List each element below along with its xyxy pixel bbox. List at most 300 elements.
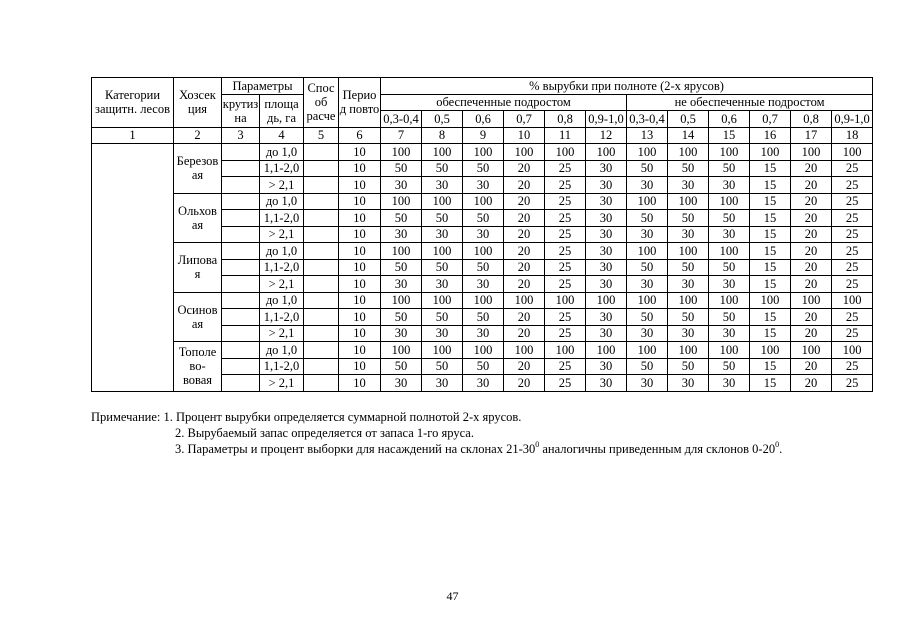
percent-cell: 20 bbox=[791, 243, 832, 260]
percent-cell: 25 bbox=[832, 325, 873, 342]
fullness-header-cell: 0,9-1,0 bbox=[832, 111, 873, 128]
percent-cell: 15 bbox=[750, 177, 791, 194]
notes bbox=[91, 409, 782, 457]
percent-cell: 25 bbox=[832, 375, 873, 392]
percent-cell: 25 bbox=[545, 375, 586, 392]
slope-cell bbox=[222, 193, 260, 210]
note-3-part2: аналогичны приведенным для склонов 0-20 bbox=[539, 442, 776, 456]
column-number-cell: 5 bbox=[304, 127, 339, 144]
fullness-header-cell: 0,8 bbox=[791, 111, 832, 128]
percent-cell: 50 bbox=[627, 160, 668, 177]
degree-mark-2: 0 bbox=[775, 440, 780, 449]
percent-cell: 100 bbox=[504, 292, 545, 309]
percent-cell: 50 bbox=[381, 259, 422, 276]
percent-cell: 30 bbox=[422, 375, 463, 392]
percent-cell: 100 bbox=[463, 243, 504, 260]
percent-cell: 20 bbox=[504, 210, 545, 227]
method-cell bbox=[304, 259, 339, 276]
percent-cell: 50 bbox=[709, 309, 750, 326]
percent-cell: 25 bbox=[545, 358, 586, 375]
slope-cell bbox=[222, 276, 260, 293]
method-cell bbox=[304, 375, 339, 392]
percent-cell: 30 bbox=[668, 177, 709, 194]
percent-cell: 20 bbox=[791, 375, 832, 392]
percent-cell: 100 bbox=[791, 342, 832, 359]
percent-cell: 30 bbox=[586, 375, 627, 392]
area-cell: > 2,1 bbox=[260, 325, 304, 342]
percent-cell: 30 bbox=[586, 358, 627, 375]
percent-cell: 25 bbox=[832, 309, 873, 326]
percent-cell: 25 bbox=[545, 243, 586, 260]
percent-cell: 30 bbox=[586, 309, 627, 326]
percent-cell: 25 bbox=[545, 160, 586, 177]
period-cell: 10 bbox=[339, 325, 381, 342]
percent-cell: 25 bbox=[545, 276, 586, 293]
percent-cell: 20 bbox=[791, 259, 832, 276]
percent-cell: 50 bbox=[463, 358, 504, 375]
column-number-cell: 4 bbox=[260, 127, 304, 144]
percent-cell: 50 bbox=[709, 259, 750, 276]
percent-cell: 50 bbox=[709, 358, 750, 375]
fullness-header-cell: 0,7 bbox=[750, 111, 791, 128]
percent-cell: 100 bbox=[381, 144, 422, 161]
percent-cell: 50 bbox=[422, 210, 463, 227]
percent-cell: 25 bbox=[832, 243, 873, 260]
percent-cell: 20 bbox=[504, 259, 545, 276]
slope-cell bbox=[222, 325, 260, 342]
fullness-header-cell: 0,7 bbox=[504, 111, 545, 128]
percent-cell: 30 bbox=[422, 325, 463, 342]
percent-cell: 30 bbox=[586, 193, 627, 210]
percent-cell: 20 bbox=[791, 226, 832, 243]
column-number-cell: 18 bbox=[832, 127, 873, 144]
percent-cell: 30 bbox=[586, 276, 627, 293]
percent-cell: 30 bbox=[463, 226, 504, 243]
percent-cell: 50 bbox=[709, 210, 750, 227]
percent-cell: 50 bbox=[627, 210, 668, 227]
area-cell: 1,1-2,0 bbox=[260, 210, 304, 227]
slope-cell bbox=[222, 243, 260, 260]
column-number-cell: 6 bbox=[339, 127, 381, 144]
percent-cell: 30 bbox=[627, 375, 668, 392]
header-period: Перио д повто bbox=[339, 78, 381, 128]
percent-cell: 15 bbox=[750, 160, 791, 177]
percent-cell: 100 bbox=[422, 342, 463, 359]
column-number-cell: 9 bbox=[463, 127, 504, 144]
percent-cell: 30 bbox=[709, 375, 750, 392]
slope-cell bbox=[222, 177, 260, 194]
method-cell bbox=[304, 160, 339, 177]
page-number: 47 bbox=[446, 589, 459, 603]
period-cell: 10 bbox=[339, 309, 381, 326]
area-cell: > 2,1 bbox=[260, 177, 304, 194]
period-cell: 10 bbox=[339, 342, 381, 359]
percent-cell: 50 bbox=[668, 259, 709, 276]
percent-cell: 15 bbox=[750, 226, 791, 243]
method-cell bbox=[304, 292, 339, 309]
note-1: Примечание: 1. Процент вырубки определяется суммарной полнотой 2-х ярусов. bbox=[91, 410, 522, 424]
percent-cell: 100 bbox=[627, 144, 668, 161]
percent-cell: 20 bbox=[504, 160, 545, 177]
area-cell: до 1,0 bbox=[260, 292, 304, 309]
percent-cell: 30 bbox=[709, 276, 750, 293]
percent-cell: 20 bbox=[791, 358, 832, 375]
area-cell: 1,1-2,0 bbox=[260, 309, 304, 326]
area-cell: 1,1-2,0 bbox=[260, 160, 304, 177]
area-cell: 1,1-2,0 bbox=[260, 358, 304, 375]
percent-cell: 30 bbox=[586, 243, 627, 260]
percent-cell: 20 bbox=[504, 243, 545, 260]
percent-cell: 30 bbox=[627, 177, 668, 194]
percent-cell: 100 bbox=[504, 144, 545, 161]
fullness-header-cell: 0,3-0,4 bbox=[381, 111, 422, 128]
percent-cell: 30 bbox=[422, 276, 463, 293]
note-3-part1: 3. Параметры и процент выборки для насаждений на склонах 21-30 bbox=[175, 442, 536, 456]
column-number-cell: 17 bbox=[791, 127, 832, 144]
percent-cell: 50 bbox=[627, 259, 668, 276]
percent-cell: 100 bbox=[422, 144, 463, 161]
percent-cell: 30 bbox=[422, 226, 463, 243]
percent-cell: 100 bbox=[627, 292, 668, 309]
percent-cell: 50 bbox=[627, 358, 668, 375]
fullness-header-cell: 0,8 bbox=[545, 111, 586, 128]
percent-cell: 20 bbox=[791, 160, 832, 177]
table-row bbox=[92, 243, 873, 260]
percent-cell: 30 bbox=[381, 177, 422, 194]
percent-cell: 15 bbox=[750, 325, 791, 342]
area-cell: > 2,1 bbox=[260, 226, 304, 243]
method-cell bbox=[304, 177, 339, 194]
percent-cell: 50 bbox=[381, 160, 422, 177]
percent-cell: 50 bbox=[381, 210, 422, 227]
table-row bbox=[92, 193, 873, 210]
percent-cell: 100 bbox=[668, 193, 709, 210]
percent-cell: 100 bbox=[463, 342, 504, 359]
percent-cell: 20 bbox=[504, 276, 545, 293]
percent-cell: 100 bbox=[832, 292, 873, 309]
percent-cell: 100 bbox=[627, 243, 668, 260]
header-params: Параметры bbox=[222, 78, 304, 95]
percent-cell: 20 bbox=[791, 325, 832, 342]
fullness-header-cell: 0,5 bbox=[422, 111, 463, 128]
percent-cell: 100 bbox=[381, 193, 422, 210]
percent-cell: 50 bbox=[463, 309, 504, 326]
method-cell bbox=[304, 342, 339, 359]
percent-cell: 100 bbox=[545, 292, 586, 309]
percent-cell: 100 bbox=[668, 243, 709, 260]
percent-cell: 100 bbox=[545, 342, 586, 359]
percent-cell: 25 bbox=[832, 160, 873, 177]
slope-cell bbox=[222, 309, 260, 326]
period-cell: 10 bbox=[339, 276, 381, 293]
percent-cell: 20 bbox=[791, 309, 832, 326]
percent-cell: 25 bbox=[545, 210, 586, 227]
percent-cell: 30 bbox=[709, 325, 750, 342]
percent-cell: 50 bbox=[381, 358, 422, 375]
note-3-end: . bbox=[779, 442, 783, 456]
percent-cell: 30 bbox=[586, 325, 627, 342]
period-cell: 10 bbox=[339, 243, 381, 260]
percent-cell: 100 bbox=[709, 342, 750, 359]
area-cell: до 1,0 bbox=[260, 144, 304, 161]
percent-cell: 15 bbox=[750, 243, 791, 260]
slope-cell bbox=[222, 358, 260, 375]
column-number-cell: 3 bbox=[222, 127, 260, 144]
percent-cell: 15 bbox=[750, 210, 791, 227]
area-cell: > 2,1 bbox=[260, 276, 304, 293]
percent-cell: 25 bbox=[545, 325, 586, 342]
column-number-cell: 13 bbox=[627, 127, 668, 144]
percent-cell: 50 bbox=[627, 309, 668, 326]
degree-mark-1: 0 bbox=[535, 440, 540, 449]
percent-cell: 20 bbox=[791, 210, 832, 227]
percent-cell: 30 bbox=[381, 276, 422, 293]
period-cell: 10 bbox=[339, 144, 381, 161]
area-cell: до 1,0 bbox=[260, 243, 304, 260]
percent-cell: 100 bbox=[463, 193, 504, 210]
period-cell: 10 bbox=[339, 160, 381, 177]
percent-cell: 25 bbox=[832, 226, 873, 243]
method-cell bbox=[304, 309, 339, 326]
percent-cell: 50 bbox=[422, 160, 463, 177]
percent-cell: 100 bbox=[832, 342, 873, 359]
column-number-cell: 11 bbox=[545, 127, 586, 144]
percent-cell: 100 bbox=[422, 243, 463, 260]
percent-cell: 25 bbox=[545, 193, 586, 210]
period-cell: 10 bbox=[339, 193, 381, 210]
period-cell: 10 bbox=[339, 292, 381, 309]
percent-cell: 25 bbox=[545, 259, 586, 276]
period-cell: 10 bbox=[339, 210, 381, 227]
percent-cell: 30 bbox=[381, 325, 422, 342]
table-row bbox=[92, 144, 873, 161]
percent-cell: 100 bbox=[463, 144, 504, 161]
percent-cell: 100 bbox=[627, 193, 668, 210]
percent-cell: 30 bbox=[586, 160, 627, 177]
slope-cell bbox=[222, 144, 260, 161]
percent-cell: 100 bbox=[627, 342, 668, 359]
column-number-cell: 10 bbox=[504, 127, 545, 144]
percent-cell: 50 bbox=[668, 309, 709, 326]
forest-cutting-table bbox=[91, 77, 873, 392]
percent-cell: 30 bbox=[463, 177, 504, 194]
percent-cell: 15 bbox=[750, 259, 791, 276]
percent-cell: 20 bbox=[791, 193, 832, 210]
percent-cell: 50 bbox=[463, 259, 504, 276]
percent-cell: 100 bbox=[545, 144, 586, 161]
percent-cell: 50 bbox=[668, 160, 709, 177]
percent-cell: 30 bbox=[463, 375, 504, 392]
percent-cell: 15 bbox=[750, 309, 791, 326]
slope-cell bbox=[222, 292, 260, 309]
percent-cell: 30 bbox=[668, 276, 709, 293]
percent-cell: 30 bbox=[627, 276, 668, 293]
percent-cell: 100 bbox=[750, 292, 791, 309]
percent-cell: 50 bbox=[422, 358, 463, 375]
percent-cell: 20 bbox=[791, 177, 832, 194]
percent-cell: 25 bbox=[832, 259, 873, 276]
table-row bbox=[92, 342, 873, 359]
header-krutizna: крутиз на bbox=[222, 94, 260, 127]
percent-cell: 30 bbox=[586, 259, 627, 276]
percent-cell: 25 bbox=[545, 309, 586, 326]
column-number-cell: 14 bbox=[668, 127, 709, 144]
percent-cell: 30 bbox=[627, 325, 668, 342]
column-number-cell: 1 bbox=[92, 127, 174, 144]
percent-cell: 50 bbox=[422, 309, 463, 326]
method-cell bbox=[304, 193, 339, 210]
percent-cell: 30 bbox=[586, 177, 627, 194]
percent-cell: 15 bbox=[750, 276, 791, 293]
percent-cell: 25 bbox=[832, 276, 873, 293]
percent-cell: 25 bbox=[832, 177, 873, 194]
percent-cell: 50 bbox=[463, 160, 504, 177]
percent-cell: 15 bbox=[750, 358, 791, 375]
percent-cell: 30 bbox=[463, 325, 504, 342]
header-sposob: Спос об расче bbox=[304, 78, 339, 128]
method-cell bbox=[304, 226, 339, 243]
percent-cell: 15 bbox=[750, 375, 791, 392]
area-cell: до 1,0 bbox=[260, 193, 304, 210]
header-categories: Категории защитн. лесов bbox=[92, 78, 174, 128]
fullness-header-cell: 0,9-1,0 bbox=[586, 111, 627, 128]
species-cell: Тополе во- вовая bbox=[174, 342, 222, 392]
percent-cell: 20 bbox=[791, 276, 832, 293]
slope-cell bbox=[222, 210, 260, 227]
percent-cell: 50 bbox=[381, 309, 422, 326]
column-number-cell: 8 bbox=[422, 127, 463, 144]
fullness-header-cell: 0,6 bbox=[709, 111, 750, 128]
slope-cell bbox=[222, 375, 260, 392]
percent-cell: 30 bbox=[422, 177, 463, 194]
table-body bbox=[92, 144, 873, 392]
period-cell: 10 bbox=[339, 375, 381, 392]
header-hozsek: Хозсек ция bbox=[174, 78, 222, 128]
percent-cell: 20 bbox=[504, 226, 545, 243]
method-cell bbox=[304, 243, 339, 260]
percent-cell: 30 bbox=[668, 226, 709, 243]
method-cell bbox=[304, 325, 339, 342]
note-3 bbox=[91, 441, 782, 457]
method-cell bbox=[304, 144, 339, 161]
percent-cell: 20 bbox=[504, 375, 545, 392]
method-cell bbox=[304, 276, 339, 293]
column-number-row bbox=[92, 127, 873, 144]
percent-cell: 100 bbox=[750, 144, 791, 161]
percent-cell: 25 bbox=[832, 210, 873, 227]
percent-cell: 50 bbox=[463, 210, 504, 227]
percent-cell: 20 bbox=[504, 358, 545, 375]
fullness-header-cell: 0,5 bbox=[668, 111, 709, 128]
percent-cell: 20 bbox=[504, 309, 545, 326]
percent-cell: 20 bbox=[504, 177, 545, 194]
percent-cell: 50 bbox=[668, 358, 709, 375]
percent-cell: 100 bbox=[709, 292, 750, 309]
percent-cell: 20 bbox=[504, 325, 545, 342]
percent-cell: 100 bbox=[463, 292, 504, 309]
percent-cell: 100 bbox=[586, 144, 627, 161]
species-cell: Ольхов ая bbox=[174, 193, 222, 243]
percent-cell: 100 bbox=[791, 292, 832, 309]
percent-cell: 30 bbox=[586, 226, 627, 243]
method-cell bbox=[304, 210, 339, 227]
percent-cell: 25 bbox=[832, 358, 873, 375]
percent-cell: 30 bbox=[668, 325, 709, 342]
percent-cell: 100 bbox=[381, 243, 422, 260]
percent-cell: 30 bbox=[709, 177, 750, 194]
percent-cell: 100 bbox=[381, 292, 422, 309]
percent-cell: 30 bbox=[463, 276, 504, 293]
note-2: 2. Вырубаемый запас определяется от запаса 1-го яруса. bbox=[175, 426, 474, 440]
header-secured: обеспеченные подростом bbox=[381, 94, 627, 111]
column-number-cell: 16 bbox=[750, 127, 791, 144]
period-cell: 10 bbox=[339, 177, 381, 194]
percent-cell: 30 bbox=[668, 375, 709, 392]
percent-cell: 100 bbox=[668, 144, 709, 161]
slope-cell bbox=[222, 259, 260, 276]
percent-cell: 50 bbox=[668, 210, 709, 227]
percent-cell: 100 bbox=[668, 342, 709, 359]
period-cell: 10 bbox=[339, 358, 381, 375]
percent-cell: 15 bbox=[750, 193, 791, 210]
percent-cell: 30 bbox=[709, 226, 750, 243]
percent-cell: 50 bbox=[422, 259, 463, 276]
column-number-cell: 7 bbox=[381, 127, 422, 144]
percent-cell: 100 bbox=[668, 292, 709, 309]
area-cell: до 1,0 bbox=[260, 342, 304, 359]
column-number-cell: 2 bbox=[174, 127, 222, 144]
percent-cell: 30 bbox=[586, 210, 627, 227]
slope-cell bbox=[222, 226, 260, 243]
header-percent-title: % вырубки при полноте (2-х ярусов) bbox=[381, 78, 873, 95]
percent-cell: 100 bbox=[832, 144, 873, 161]
percent-cell: 30 bbox=[381, 226, 422, 243]
percent-cell: 100 bbox=[709, 243, 750, 260]
percent-cell: 100 bbox=[586, 342, 627, 359]
percent-cell: 20 bbox=[504, 193, 545, 210]
percent-cell: 100 bbox=[422, 193, 463, 210]
header-not-secured: не обеспеченные подростом bbox=[627, 94, 873, 111]
period-cell: 10 bbox=[339, 259, 381, 276]
species-cell: Осинов ая bbox=[174, 292, 222, 342]
species-cell: Березов ая bbox=[174, 144, 222, 194]
percent-cell: 100 bbox=[709, 144, 750, 161]
slope-cell bbox=[222, 160, 260, 177]
fullness-header-cell: 0,3-0,4 bbox=[627, 111, 668, 128]
percent-cell: 100 bbox=[750, 342, 791, 359]
method-cell bbox=[304, 358, 339, 375]
area-cell: 1,1-2,0 bbox=[260, 259, 304, 276]
percent-cell: 25 bbox=[832, 193, 873, 210]
percent-cell: 25 bbox=[545, 226, 586, 243]
species-cell: Липова я bbox=[174, 243, 222, 293]
column-number-cell: 15 bbox=[709, 127, 750, 144]
percent-cell: 100 bbox=[422, 292, 463, 309]
table-row bbox=[92, 292, 873, 309]
header-ploshad: площа дь, га bbox=[260, 94, 304, 127]
percent-cell: 100 bbox=[381, 342, 422, 359]
percent-cell: 100 bbox=[504, 342, 545, 359]
percent-cell: 100 bbox=[709, 193, 750, 210]
slope-cell bbox=[222, 342, 260, 359]
period-cell: 10 bbox=[339, 226, 381, 243]
category-cell bbox=[92, 144, 174, 392]
percent-cell: 50 bbox=[709, 160, 750, 177]
percent-cell: 30 bbox=[381, 375, 422, 392]
percent-cell: 30 bbox=[627, 226, 668, 243]
percent-cell: 100 bbox=[791, 144, 832, 161]
column-number-cell: 12 bbox=[586, 127, 627, 144]
